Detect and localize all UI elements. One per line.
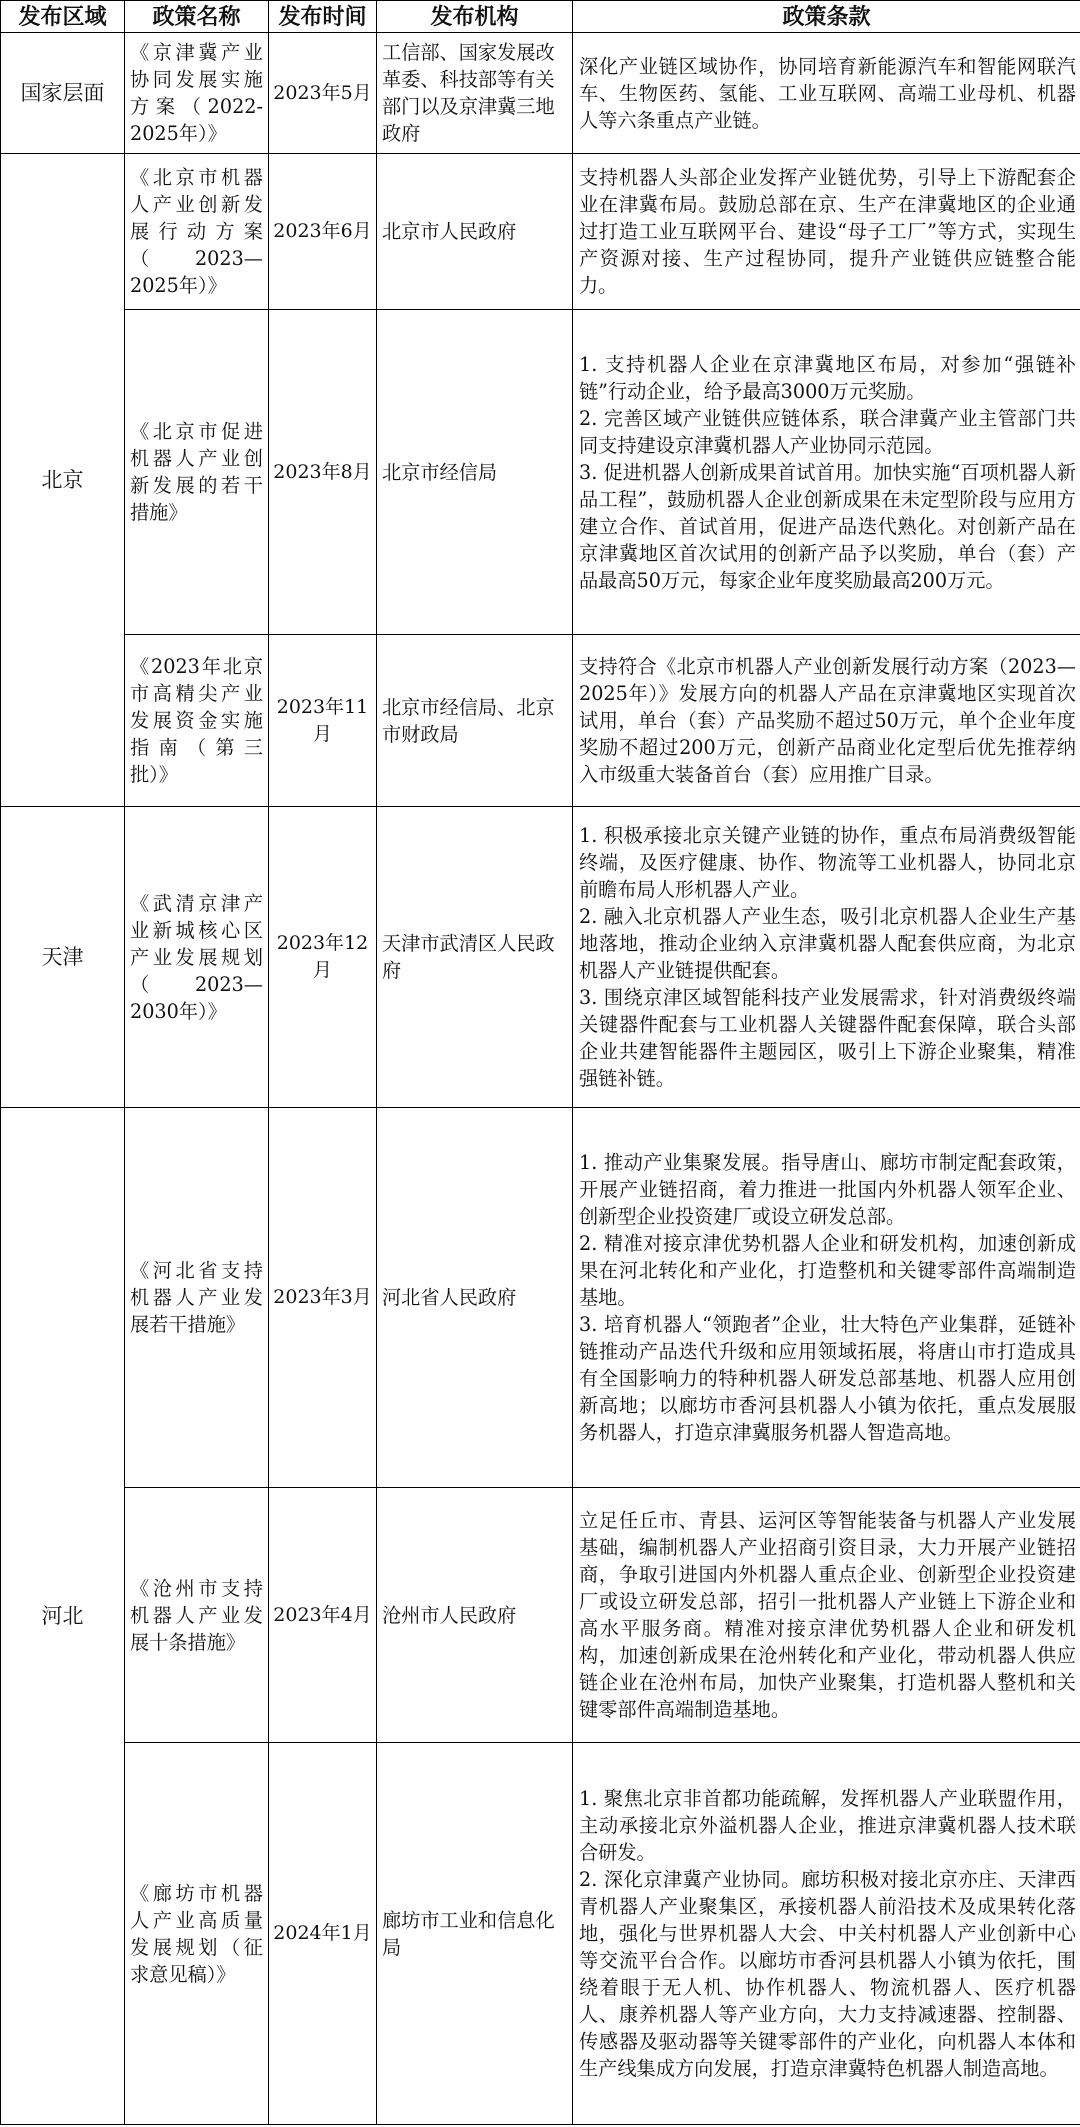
- policy-name-cell: 《北京市促进机器人产业创新发展的若干措施》: [125, 310, 269, 635]
- issuing-agency-cell: 北京市人民政府: [377, 154, 573, 310]
- table-row: [1, 1488, 1080, 1743]
- issuing-agency-cell: 北京市经信局、北京市财政局: [377, 635, 573, 807]
- policy-name-cell: 《武清京津产业新城核心区产业发展规划（2023—2030年）》: [125, 807, 269, 1108]
- release-date-cell: 2023年12月: [269, 807, 377, 1108]
- release-date-cell: 2023年6月: [269, 154, 377, 310]
- table-row: [1, 1743, 1080, 2125]
- policy-clauses-cell: [573, 807, 1080, 1108]
- header-region: 发布区域: [1, 1, 125, 33]
- policy-name-cell: 《廊坊市机器人产业高质量发展规划（征求意见稿）》: [125, 1743, 269, 2125]
- clause-text: 支持机器人头部企业发挥产业链优势，引导上下游配套企业在津冀布局。鼓励总部在京、生产在津冀地区的企业通过打造工业互联网平台、建设“母子工厂”等方式，实现生产资源对接、生产过程协同，提升产业链供应链整合能力。: [579, 166, 1076, 297]
- policy-clauses-cell: [573, 310, 1080, 635]
- header-release-date: 发布时间: [269, 1, 377, 33]
- release-date-cell: 2023年11月: [269, 635, 377, 807]
- region-cell: 天津: [1, 807, 125, 1108]
- policy-name-cell: 《京津冀产业协同发展实施方案（2022-2025年）》: [125, 33, 269, 154]
- clause-item: 1. 聚焦北京非首都功能疏解，发挥机器人产业联盟作用，主动承接北京外溢机器人企业，推进京津冀机器人技术联合研发。: [579, 1787, 1076, 1864]
- policy-clauses-cell: [573, 154, 1080, 310]
- table-row: [1, 1108, 1080, 1488]
- issuing-agency-cell: 北京市经信局: [377, 310, 573, 635]
- release-date-cell: 2023年4月: [269, 1488, 377, 1743]
- region-cell: 国家层面: [1, 33, 125, 154]
- issuing-agency-cell: 天津市武清区人民政府: [377, 807, 573, 1108]
- release-date-cell: 2023年8月: [269, 310, 377, 635]
- clause-item: 2. 融入北京机器人产业生态，吸引北京机器人企业生产基地落地，推动企业纳入京津冀机器人配套供应商，为北京机器人产业链提供配套。: [579, 905, 1076, 982]
- policy-name-cell: 《河北省支持机器人产业发展若干措施》: [125, 1108, 269, 1488]
- release-date-cell: 2024年1月: [269, 1743, 377, 2125]
- policy-name-cell: 《北京市机器人产业创新发展行动方案（2023—2025年）》: [125, 154, 269, 310]
- table-row: [1, 154, 1080, 310]
- clause-item: 2. 深化京津冀产业协同。廊坊积极对接北京亦庄、天津西青机器人产业聚集区，承接机器人前沿技术及成果转化落地，强化与世界机器人大会、中关村机器人产业创新中心等交流平台合作。以廊坊市香河县机器人小镇为依托，围绕着眼于无人机、协作机器人、物流机器人、医疗机器人、康养机器人等产业方向，大力支持减速器、控制器、传感器及驱动器等关键零部件的产业化，向机器人本体和生产线集成方向发展，打造京津冀特色机器人制造高地。: [579, 1868, 1076, 2080]
- region-cell: 河北: [1, 1108, 125, 2125]
- table-row: [1, 635, 1080, 807]
- header-issuing-agency: 发布机构: [377, 1, 573, 33]
- table-header-row: [1, 1, 1080, 33]
- clause-item: 1. 积极承接北京关键产业链的协作，重点布局消费级智能终端，及医疗健康、协作、物流等工业机器人，协同北京前瞻布局人形机器人产业。: [579, 824, 1076, 901]
- clause-item: 3. 促进机器人创新成果首试首用。加快实施“百项机器人新品工程”，鼓励机器人企业创新成果在未定型阶段与应用方建立合作、首试首用，促进产品迭代熟化。对创新产品在京津冀地区首次试用的创新产品予以奖励，单台（套）产品最高50万元，每家企业年度奖励最高200万元。: [579, 460, 1076, 592]
- policy-name-cell: 《沧州市支持机器人产业发展十条措施》: [125, 1488, 269, 1743]
- policy-clauses-cell: [573, 1488, 1080, 1743]
- policy-clauses-cell: [573, 1743, 1080, 2125]
- region-cell: 北京: [1, 154, 125, 807]
- clause-item: 2. 精准对接京津优势机器人企业和研发机构，加速创新成果在河北转化和产业化，打造整机和关键零部件高端制造基地。: [579, 1232, 1076, 1309]
- clause-item: 3. 围绕京津区域智能科技产业发展需求，针对消费级终端关键器件配套与工业机器人关键器件配套保障，联合头部企业共建智能器件主题园区，吸引上下游企业聚集，精准强链补链。: [579, 986, 1076, 1090]
- header-policy-clauses: 政策条款: [573, 1, 1080, 33]
- release-date-cell: 2023年3月: [269, 1108, 377, 1488]
- issuing-agency-cell: 河北省人民政府: [377, 1108, 573, 1488]
- table-row: [1, 310, 1080, 635]
- release-date-cell: 2023年5月: [269, 33, 377, 154]
- clause-item: 1. 支持机器人企业在京津冀地区布局，对参加“强链补链”行动企业，给予最高3000万元奖励。: [579, 352, 1076, 403]
- clause-text: 支持符合《北京市机器人产业创新发展行动方案（2023—2025年）》发展方向的机器人产品在京津冀地区实现首次试用，单台（套）产品奖励不超过50万元，单个企业年度奖励不超过200万元，创新产品商业化定型后优先推荐纳入市级重大装备首台（套）应用推广目录。: [579, 655, 1076, 786]
- clause-text: 立足任丘市、青县、运河区等智能装备与机器人产业发展基础，编制机器人产业招商引资目录，大力开展产业链招商，争取引进国内外机器人重点企业、创新型企业投资建厂或设立研发总部，招引一批机器人产业链上下游企业和高水平服务商。精准对接京津优势机器人企业和研发机构，加速创新成果在沧州转化和产业化，带动机器人供应链企业在沧州布局，加快产业聚集，打造机器人整机和关键零部件高端制造基地。: [579, 1509, 1076, 1721]
- header-policy-name: 政策名称: [125, 1, 269, 33]
- table-row: [1, 33, 1080, 154]
- clause-item: 3. 培育机器人“领跑者”企业，壮大特色产业集群，延链补链推动产品迭代升级和应用领域拓展，将唐山市打造成具有全国影响力的特种机器人研发总部基地、机器人应用创新高地；以廊坊市香河县机器人小镇为依托，重点发展服务机器人，打造京津冀服务机器人智造高地。: [579, 1313, 1076, 1444]
- policy-clauses-cell: [573, 635, 1080, 807]
- issuing-agency-cell: 廊坊市工业和信息化局: [377, 1743, 573, 2125]
- clause-text: 深化产业链区域协作，协同培育新能源汽车和智能网联汽车、生物医药、氢能、工业互联网、高端工业母机、机器人等六条重点产业链。: [579, 54, 1076, 132]
- issuing-agency-cell: 工信部、国家发展改革委、科技部等有关部门以及京津冀三地政府: [377, 33, 573, 154]
- policy-clauses-cell: [573, 33, 1080, 154]
- policy-name-cell: 《2023年北京市高精尖产业发展资金实施指南（第三批）》: [125, 635, 269, 807]
- policy-clauses-cell: [573, 1108, 1080, 1488]
- table-row: [1, 807, 1080, 1108]
- issuing-agency-cell: 沧州市人民政府: [377, 1488, 573, 1743]
- clause-item: 2. 完善区域产业链供应链体系，联合津冀产业主管部门共同支持建设京津冀机器人产业协同示范园。: [579, 406, 1076, 457]
- clause-item: 1. 推动产业集聚发展。指导唐山、廊坊市制定配套政策，开展产业链招商，着力推进一批国内外机器人领军企业、创新型企业投资建厂或设立研发总部。: [579, 1151, 1076, 1228]
